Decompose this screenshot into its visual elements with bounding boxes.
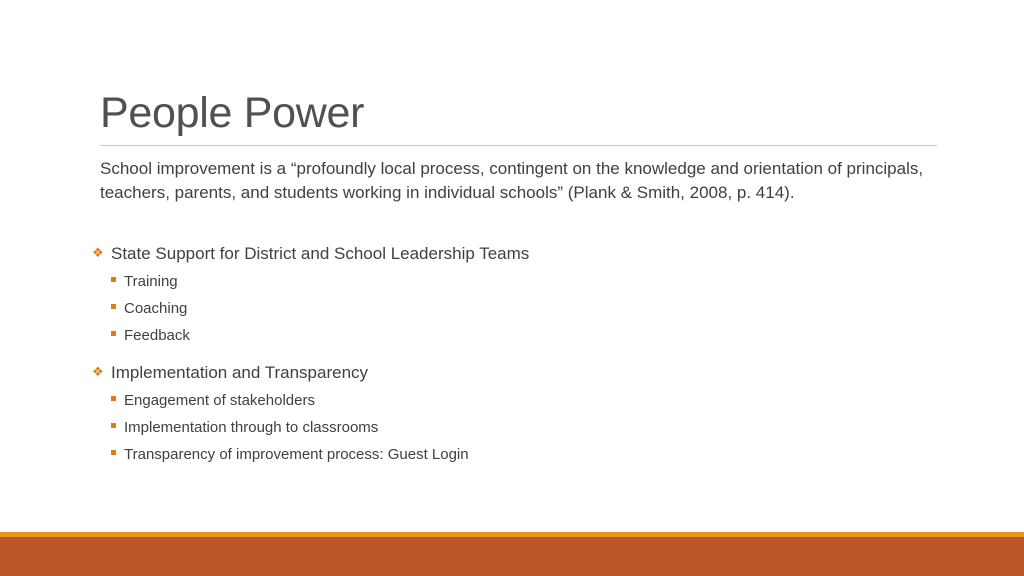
square-bullet-icon [111, 331, 116, 336]
list-item-label: Coaching [124, 300, 188, 317]
list-item [111, 414, 469, 441]
section-heading-row [92, 361, 469, 385]
list-item [111, 295, 529, 322]
footer-bar [0, 537, 1024, 576]
square-bullet-icon [111, 304, 116, 309]
section-heading: State Support for District and School Leadership Teams [111, 244, 530, 263]
list-item-label: Engagement of stakeholders [124, 392, 315, 409]
list-item-label: Transparency of improvement process: Guest Login [124, 446, 469, 463]
section-state-support [92, 242, 529, 349]
title-divider [100, 145, 937, 146]
section-implementation [92, 361, 469, 468]
square-bullet-icon [111, 450, 116, 455]
sub-list [92, 387, 469, 468]
square-bullet-icon [111, 423, 116, 428]
section-item [92, 361, 469, 468]
section-item [92, 242, 529, 349]
slide-title: People Power [100, 89, 365, 137]
square-bullet-icon [111, 396, 116, 401]
section-heading: Implementation and Transparency [111, 363, 369, 382]
sub-list [92, 268, 529, 349]
intro-paragraph: School improvement is a “profoundly local process, contingent on the knowledge and orientation of principals, teachers, parents, and students working in individual schools” (Plank & Smith, 2008, p. 414). [100, 159, 924, 202]
list-item-label: Implementation through to classrooms [124, 419, 379, 436]
list-item [111, 268, 529, 295]
list-item [111, 441, 469, 468]
list-item [111, 322, 529, 349]
diamond-bullet-icon: ❖ [92, 246, 104, 261]
list-item-label: Feedback [124, 327, 190, 344]
list-item [111, 387, 469, 414]
list-item-label: Training [124, 273, 178, 290]
diamond-bullet-icon: ❖ [92, 365, 104, 380]
section-heading-row [92, 242, 529, 266]
square-bullet-icon [111, 277, 116, 282]
